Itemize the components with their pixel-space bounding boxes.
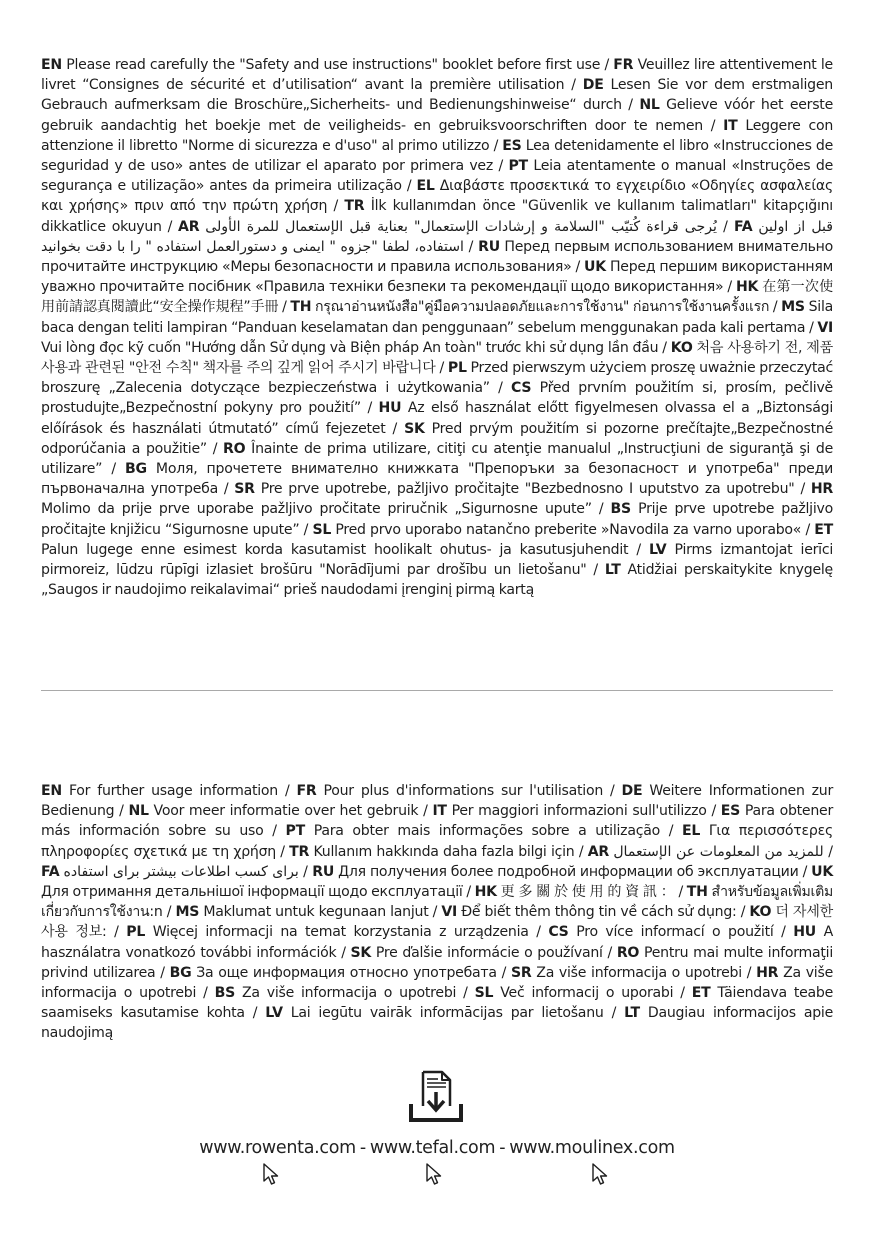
entry-separator: / xyxy=(602,944,617,961)
language-code: BS xyxy=(214,985,236,1002)
language-text: Pro více informací o použití xyxy=(576,924,774,941)
entry-separator: / xyxy=(462,884,475,901)
language-code: HK xyxy=(474,884,497,901)
language-text: Przed pierwszym użyciem proszę uważnie przeczytać broszurę „Zalecenia dotyczące bezpieczeństwa i użytkowania” xyxy=(41,360,833,397)
entry-separator: / xyxy=(723,279,736,296)
language-code: EN xyxy=(41,783,62,799)
language-entry-cs xyxy=(548,924,773,940)
entry-separator: / xyxy=(418,803,433,820)
language-text: Za više informacija o upotrebi xyxy=(41,964,833,1002)
safety-instructions-block xyxy=(41,55,833,600)
language-text: Kullanım hakkında daha fazla bilgi için xyxy=(313,843,575,860)
language-text: Pirms izmantojat ierīci pirmoreiz, lūdzu rūpīgi izlasiet brošūru "Norādījumi par drošību un lietošanu" xyxy=(41,541,833,579)
language-text: Моля, прочетете внимателно книжката "Препоръки за безопасност и употреба" преди първоначална употреба xyxy=(41,461,833,498)
entry-separator: / xyxy=(496,964,511,981)
language-text: Leia atentamente o manual «Instruções de segurança e utilização» antes da primeira utilização xyxy=(41,158,833,195)
language-code: TH xyxy=(686,884,708,901)
entry-separator: / xyxy=(155,964,170,981)
language-text: Lesen Sie vor dem erstmaligen Gebrauch aufmerksam die Broschüre„Sicherheits- und Bedienungshinweise“ durch xyxy=(41,77,833,114)
language-code: DE xyxy=(582,77,604,94)
entry-separator: / xyxy=(702,117,724,134)
language-code: IT xyxy=(723,117,738,134)
language-text: Перед первым использованием внимательно прочитайте инструкцию «Меры безопасности и правила использования» xyxy=(41,238,833,276)
language-code: TR xyxy=(289,843,310,860)
language-entry-hk xyxy=(475,884,675,900)
language-text: За още информация относно употребата xyxy=(196,964,497,981)
language-code: ES xyxy=(720,803,741,820)
language-text: A használatra vonatkozó további információk xyxy=(41,924,833,961)
language-code: EN xyxy=(41,57,62,73)
language-code: RU xyxy=(478,238,500,255)
language-entry-it xyxy=(432,803,706,819)
language-text: Pred prvým použitím si pozorne prečítajte„Bezpečnostné odporúčania a použitie” xyxy=(41,420,833,457)
document-download-icon xyxy=(406,1068,466,1128)
language-text: Prije prve upotrebe pažljivo pročitajte knjižicu “Sigurnosne upute” xyxy=(41,501,833,538)
language-code: HU xyxy=(793,924,816,941)
entry-separator: / xyxy=(706,803,721,820)
language-code: SR xyxy=(234,481,255,498)
entry-separator: / xyxy=(277,783,297,799)
language-code: PL xyxy=(126,924,146,941)
language-code: ES xyxy=(502,137,522,154)
language-code: DE xyxy=(621,783,643,799)
entry-separator: / xyxy=(621,97,640,114)
language-code: FR xyxy=(296,783,317,799)
language-code: PL xyxy=(447,360,467,377)
language-text: Pred prvo uporabo natančno preberite »Navodila za varno uporabo« xyxy=(335,521,802,538)
entry-separator: / xyxy=(805,319,818,336)
entry-separator: / xyxy=(456,985,475,1002)
language-code: FA xyxy=(41,863,60,880)
language-code: RO xyxy=(223,440,246,457)
language-code: KO xyxy=(670,339,693,356)
pointer-cursor-icon xyxy=(262,1162,280,1186)
language-code: CS xyxy=(510,380,532,397)
entry-separator: / xyxy=(489,380,511,397)
language-code: LV xyxy=(649,541,667,558)
entry-separator: / xyxy=(278,299,291,316)
entry-separator: / xyxy=(275,843,290,860)
language-code: ET xyxy=(814,521,833,538)
language-entry-sl xyxy=(312,522,801,538)
entry-separator: / xyxy=(674,884,687,901)
language-entry-th xyxy=(290,299,769,315)
language-code: PT xyxy=(285,823,305,840)
entry-separator: / xyxy=(741,964,757,981)
language-entry-pl xyxy=(126,924,528,940)
entry-separator: / xyxy=(428,904,442,921)
language-text: Molimo da prije prve uporabe pažljivo pročitate priručnik „Sigurnosne upute” xyxy=(41,501,592,518)
pointer-cursor-icon xyxy=(591,1162,609,1186)
language-text: Palun lugege enne esimest korda kasutamist hoolikalt ohutus- ja kasutusjuhendit xyxy=(41,541,629,558)
language-entry-en xyxy=(41,57,600,73)
language-entry-sk xyxy=(351,945,603,961)
language-text: Для отримання детальнішої інформації щодо експлуатації xyxy=(41,884,463,901)
language-text: 更 多 關 於 使 用 的 資 訊 ： xyxy=(500,884,675,901)
language-code: NL xyxy=(639,97,660,114)
link-moulinex[interactable]: www.moulinex.com xyxy=(509,1138,675,1158)
entry-separator: / xyxy=(162,904,176,921)
entry-separator: / xyxy=(659,823,682,840)
language-text: Atidžiai perskaitykite knygelę „Saugos ir naudojimo reikalavimai“ prieš naudodami įrenginį pirmą kartą xyxy=(41,562,833,599)
language-text: Để biết thêm thông tin về cách sử dụng: xyxy=(461,904,737,921)
language-text: Înainte de prima utilizare, citiţi cu atenţie manualul „Instrucţiuni de siguranţă şi de utilizare” xyxy=(41,440,833,478)
language-text: Več informacij o uporabi xyxy=(500,985,674,1002)
language-code: NL xyxy=(128,803,149,820)
language-code: HR xyxy=(810,481,833,498)
entry-separator: / xyxy=(217,481,235,498)
pointer-cursor-icon xyxy=(425,1162,443,1186)
language-code: SL xyxy=(474,985,494,1002)
language-entry-ar xyxy=(588,844,824,860)
language-text: برای کسب اطلاعات بیشتر برای استفاده xyxy=(63,863,299,880)
language-code: BS xyxy=(610,501,631,518)
link-separator: - xyxy=(499,1138,506,1158)
entry-separator: / xyxy=(435,360,448,377)
language-text: Per maggiori informazioni sull'utilizzo xyxy=(451,803,707,820)
language-code: HR xyxy=(756,964,779,981)
entry-separator: / xyxy=(794,481,811,498)
language-code: LT xyxy=(624,1005,640,1022)
language-text: Lea detenidamente el libro «Instrucciones de seguridad y de uso» antes de utilizar el aparato por primera vez xyxy=(41,137,833,175)
language-entry-ar xyxy=(178,219,717,235)
language-code: MS xyxy=(175,904,200,921)
entry-separator: / xyxy=(196,985,215,1002)
entry-separator: / xyxy=(716,218,734,235)
entry-separator: / xyxy=(823,843,833,860)
language-text: Pour plus d'informations sur l'utilisation xyxy=(323,783,604,799)
language-code: IT xyxy=(432,803,447,820)
language-text: Daugiau informacijos apie naudojimą xyxy=(41,1005,833,1042)
language-code: BG xyxy=(169,964,192,981)
language-entry-en xyxy=(41,783,278,799)
language-code: EL xyxy=(416,178,435,195)
language-text: يُرجى قراءة كُتيّب "السلامة و إرشادات الإستعمال" بعناية قبل الإستعمال للمرة الأولى xyxy=(205,218,717,235)
language-text: กรุณาอ่านหนังสือ"คู่มือความปลอดภัยและการใช้งาน" ก่อนการใช้งานครั้งแรก xyxy=(315,299,770,316)
language-entry-sr xyxy=(511,965,742,981)
language-code: UK xyxy=(811,863,834,880)
entry-separator: / xyxy=(492,158,509,175)
language-text: Vui lòng đọc kỹ cuốn "Hướng dẫn Sử dụng và Biện pháp An toàn" trước khi sử dụng lần đầu xyxy=(41,339,659,356)
entry-separator: / xyxy=(114,803,129,820)
language-text: Leggere con attenzione il libretto "Norme di sicurezza e d'uso" al primo utilizzo xyxy=(41,117,834,154)
entry-separator: / xyxy=(600,57,614,73)
language-code: MS xyxy=(781,299,805,316)
language-entry-fr xyxy=(296,783,603,799)
language-entry-vi xyxy=(441,904,736,920)
language-text: Pre prve upotrebe, pažljivo pročitajte "Bezbednosno I uputstvo za upotrebu" xyxy=(260,481,795,498)
entry-separator: / xyxy=(463,238,479,255)
language-entry-bg xyxy=(170,965,497,981)
language-text: Před prvním použitím si, prosím, pečlivě prostudujte„Bezpečnostní pokyny pro použití” xyxy=(41,380,833,417)
language-text: Voor meer informatie over het gebruik xyxy=(153,803,419,820)
language-entry-ms xyxy=(175,904,428,920)
language-entry-sl xyxy=(475,985,674,1001)
usage-information-block xyxy=(41,781,833,1044)
language-text: Перед першим використанням уважно прочитайте посібник «Правила техніки безпеки та рекомендації щодо використання» xyxy=(41,259,833,296)
language-text: Lai iegūtu vairāk informācijas par lietošanu xyxy=(290,1005,604,1022)
entry-separator: / xyxy=(571,259,585,276)
language-text: Weitere Informationen zur Bedienung xyxy=(41,783,834,820)
language-text: للمزيد من المعلومات عن الإستعمال xyxy=(613,843,824,860)
language-entry-tr xyxy=(289,844,574,860)
language-code: PT xyxy=(508,158,528,175)
entry-separator: / xyxy=(628,541,649,558)
language-code: RU xyxy=(312,863,335,880)
language-entry-bs xyxy=(215,985,457,1001)
language-text: 在第一次使用前請認真閱讀此“安全操作規程”手冊 xyxy=(41,279,833,316)
link-tefal[interactable]: www.tefal.com xyxy=(369,1138,496,1158)
language-text: สำหรับข้อมูลเพิ่มเติมเกี่ยวกับการใช้งาน:n xyxy=(41,884,834,921)
section-divider xyxy=(41,690,833,691)
language-text: Maklumat untuk kegunaan lanjut xyxy=(203,904,429,921)
language-entry-pt xyxy=(286,823,660,839)
entry-separator: / xyxy=(206,440,224,457)
entry-separator: / xyxy=(798,863,812,880)
language-code: SL xyxy=(312,521,332,538)
language-code: HK xyxy=(735,279,759,296)
language-code: TR xyxy=(344,198,365,215)
language-text: Täiendava teabe saamiseks kasutamise kohta xyxy=(41,985,834,1022)
language-code: SK xyxy=(404,420,425,437)
language-text: قبل از اولین استفاده، لطفا "جزوه " ایمنی و دستورالعمل استفاده " را با دقت بخوانید xyxy=(41,218,834,255)
entry-separator: / xyxy=(801,521,815,538)
entry-separator: / xyxy=(360,400,379,417)
language-text: Az első használat előtt figyelmesen olvassa el a „Biztonsági előírások és használati útmutató” című fejezetet xyxy=(41,400,833,437)
language-text: 처음 사용하기 전, 제품 사용과 관련된 "안전 수칙" 책자를 주의 깊게 읽어 주시기 바랍니다 xyxy=(41,339,833,377)
link-rowenta[interactable]: www.rowenta.com xyxy=(199,1138,356,1158)
entry-separator: / xyxy=(263,823,286,840)
entry-separator: / xyxy=(591,501,611,518)
entry-separator: / xyxy=(564,77,583,94)
entry-separator: / xyxy=(102,461,125,478)
entry-separator: / xyxy=(299,521,313,538)
language-text: Para obtener más información sobre su uso xyxy=(41,803,833,840)
language-code: VI xyxy=(441,904,457,921)
language-text: For further usage information xyxy=(68,783,278,799)
entry-separator: / xyxy=(336,944,351,961)
link-separator: - xyxy=(359,1138,366,1158)
entry-separator: / xyxy=(106,924,127,941)
language-code: CS xyxy=(548,924,569,941)
language-text: Para obter mais informações sobre a utilização xyxy=(313,823,660,840)
entry-separator: / xyxy=(603,1005,625,1022)
language-text: Για περισσότερες πληροφορίες σχετικά με τη χρήση xyxy=(41,823,833,860)
language-text: Διαβάστε προσεκτικά το εγχειρίδιο «Οδηγίες ασφαλείας και χρήσης» πριν από την πρώτη χρήση xyxy=(41,178,833,215)
entry-separator: / xyxy=(574,843,588,860)
language-entry-ru xyxy=(312,864,798,880)
entry-separator: / xyxy=(658,339,671,356)
language-text: Veuillez lire attentivement le livret “Consignes de sécurité et d’utilisation“ avant la première utilisation xyxy=(41,57,833,94)
language-code: RO xyxy=(616,944,640,961)
language-entry-nl xyxy=(128,803,418,819)
language-code: LT xyxy=(604,562,621,579)
language-code: HU xyxy=(378,400,402,417)
language-entry-lv xyxy=(265,1005,603,1021)
language-code: VI xyxy=(817,319,834,336)
entry-separator: / xyxy=(327,198,345,215)
language-text: Pentru mai multe informaţii privind utilizarea xyxy=(41,944,833,981)
language-text: Для получения более подробной информации об эксплуатации xyxy=(338,863,799,880)
website-links xyxy=(0,1138,874,1158)
language-code: SR xyxy=(510,964,532,981)
entry-separator: / xyxy=(603,783,622,799)
language-code: ET xyxy=(691,985,711,1002)
language-code: FR xyxy=(613,57,634,73)
entry-separator: / xyxy=(489,137,503,154)
language-entry-fa xyxy=(41,864,299,880)
language-code: TH xyxy=(290,299,312,316)
language-text: İlk kullanımdan önce "Güvenlik ve kullanım talimatları" kitapçığını dikkatlice okuyun xyxy=(41,198,833,235)
language-text: Za više informacija o upotrebi xyxy=(242,985,457,1002)
language-text: Gelieve vóór het eerste gebruik aandachtig het boekje met de veiligheids- en gebruiksvoorschriften door te nemen xyxy=(41,97,833,134)
entry-separator: / xyxy=(244,1005,266,1022)
language-entry-sr xyxy=(234,481,794,497)
language-text: Please read carefully the "Safety and use instructions" booklet before first use xyxy=(66,57,601,73)
language-text: Sila baca dengan teliti lampiran “Panduan keselamatan dan penggunaan” sebelum menggunakan pada kali pertama xyxy=(41,299,833,336)
language-code: LV xyxy=(265,1005,283,1022)
language-code: EL xyxy=(681,823,701,840)
language-text: Więcej informacji na temat korzystania z urządzenia xyxy=(152,924,529,941)
language-code: UK xyxy=(584,259,606,276)
language-code: AR xyxy=(587,843,609,860)
language-text: Pre ďalšie informácie o používaní xyxy=(375,944,603,961)
language-code: SK xyxy=(350,944,372,961)
entry-separator: / xyxy=(673,985,692,1002)
entry-separator: / xyxy=(586,562,605,579)
entry-separator: / xyxy=(298,863,313,880)
language-code: AR xyxy=(178,218,200,235)
entry-separator: / xyxy=(401,178,417,195)
entry-separator: / xyxy=(385,420,405,437)
language-text: Za više informacija o upotrebi xyxy=(536,964,742,981)
entry-separator: / xyxy=(161,218,179,235)
entry-separator: / xyxy=(773,924,794,941)
language-code: KO xyxy=(749,904,772,921)
entry-separator: / xyxy=(736,904,750,921)
language-text: 더 자세한 사용 정보: xyxy=(41,904,834,941)
language-code: FA xyxy=(734,218,753,235)
entry-separator: / xyxy=(528,924,549,941)
language-code: BG xyxy=(124,461,147,478)
entry-separator: / xyxy=(769,299,782,316)
